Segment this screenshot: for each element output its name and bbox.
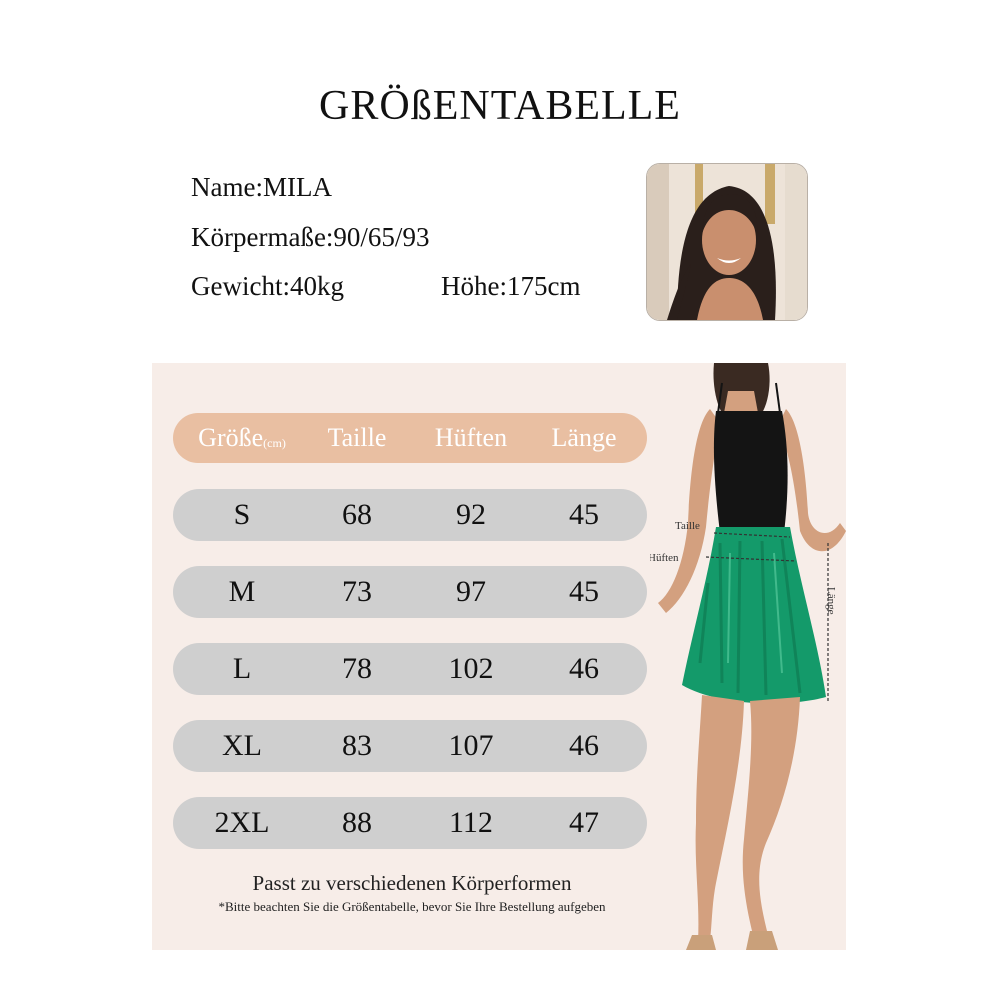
cell-length: 45 xyxy=(569,575,599,608)
figure-label-length: Länge xyxy=(825,587,837,615)
order-disclaimer: *Bitte beachten Sie die Größentabelle, bevor Sie Ihre Bestellung aufgeben xyxy=(218,899,606,914)
cell-hips: 92 xyxy=(456,498,486,531)
cell-size: 2XL xyxy=(214,806,270,839)
page-title: GRÖßENTABELLE xyxy=(319,83,681,129)
size-row-l xyxy=(173,643,647,695)
header-unit: (cm) xyxy=(263,435,286,450)
cell-waist: 73 xyxy=(342,575,372,608)
figure-label-hips: Hüften xyxy=(650,552,679,564)
header-hips: Hüften xyxy=(434,423,508,452)
cell-hips: 107 xyxy=(448,729,494,762)
cell-hips: 102 xyxy=(448,652,494,685)
cell-waist: 88 xyxy=(342,806,372,839)
model-weight: Gewicht:40kg xyxy=(191,271,344,301)
model-left-leg xyxy=(696,695,744,941)
header-length: Länge xyxy=(551,423,617,452)
cell-hips: 97 xyxy=(456,575,486,608)
cell-length: 47 xyxy=(569,806,599,839)
cell-size: XL xyxy=(222,729,262,762)
size-row-m xyxy=(173,566,647,618)
fit-note: Passt zu verschiedenen Körperformen xyxy=(252,871,572,895)
size-row-2xl xyxy=(173,797,647,849)
model-body-measurements: Körpermaße:90/65/93 xyxy=(191,222,430,252)
header-size: Größe (cm) xyxy=(198,423,286,452)
cell-length: 46 xyxy=(569,652,599,685)
cell-size: S xyxy=(233,498,251,531)
cell-length: 46 xyxy=(569,729,599,762)
cell-hips: 112 xyxy=(449,806,493,839)
cell-size: L xyxy=(232,652,252,685)
size-table-header xyxy=(173,413,647,463)
cell-waist: 78 xyxy=(342,652,372,685)
model-right-shoe xyxy=(746,931,778,950)
cell-size: M xyxy=(228,575,256,608)
model-black-top xyxy=(714,411,788,533)
model-left-shoe xyxy=(686,935,716,950)
figure-label-waist: Taille xyxy=(675,520,700,532)
cell-waist: 83 xyxy=(342,729,372,762)
cell-waist: 68 xyxy=(342,498,372,531)
model-portrait-photo xyxy=(646,163,808,321)
cell-length: 45 xyxy=(569,498,599,531)
header-waist: Taille xyxy=(327,423,387,452)
size-row-s xyxy=(173,489,647,541)
model-name: Name:MILA xyxy=(191,172,332,202)
model-figure-illustration xyxy=(650,363,846,950)
model-right-leg xyxy=(743,697,800,939)
size-row-xl xyxy=(173,720,647,772)
model-height: Höhe:175cm xyxy=(441,271,581,301)
